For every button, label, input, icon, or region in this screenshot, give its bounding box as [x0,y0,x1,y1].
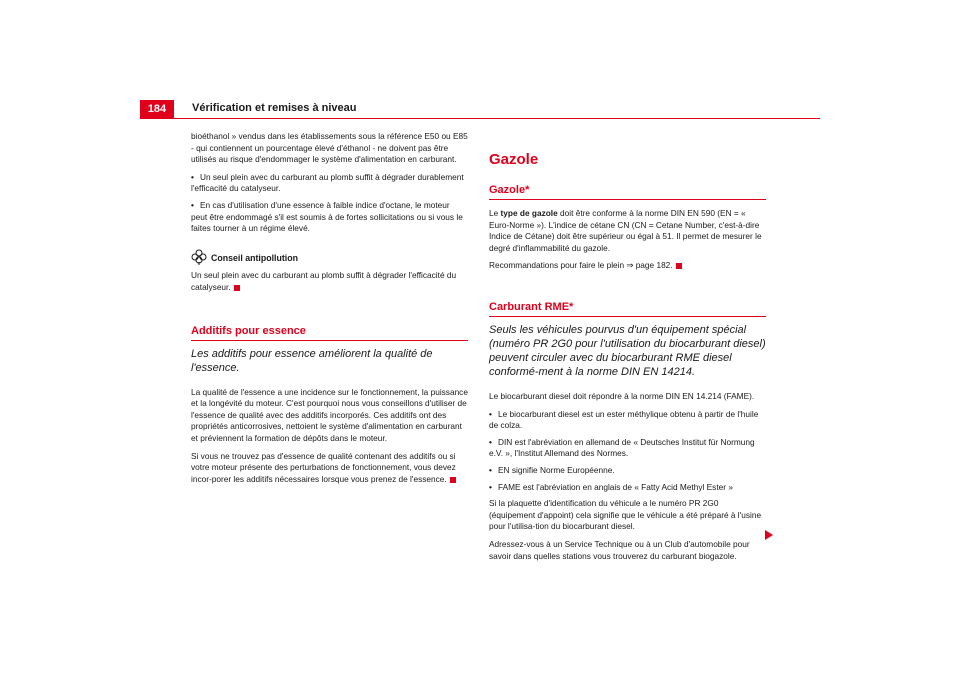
header-divider [140,118,820,119]
bullet-icon: • [191,199,194,210]
page-header [140,100,820,120]
list-item-text: DIN est l'abréviation en allemand de « Deutsches Institut für Normung e.V. », l'Institut Allemand des Normes. [489,436,755,459]
list-item-text: Un seul plein avec du carburant au plomb suffit à dégrader durablement l'efficacité du catalyseur. [191,171,464,194]
chapter-title-gazole: Gazole [489,151,539,168]
section-heading-rme: Carburant RME* [489,300,766,317]
list-item [489,482,766,494]
intro-paragraph: bioéthanol » vendus dans les établissements sous la référence E50 ou E85 - qui contiennent un pourcentage élevé d'éthanol - ne doivent pas être utilisés au risque d'endommager le système d'alimentation en carburant. [191,131,468,165]
environment-note-header [191,249,468,269]
section-lead-additifs: Les additifs pour essence améliorent la qualité de l'essence. [191,347,433,374]
environment-note-text: Un seul plein avec du carburant au plomb suffit à dégrader l'efficacité du catalyseur. [191,270,457,292]
arrow-right-icon[interactable] [765,530,773,540]
list-item [191,172,468,195]
list-item-text: FAME est l'abréviation en anglais de « Fatty Acid Methyl Ester » [498,481,733,492]
additifs-paragraph-2: Si vous ne trouvez pas d'essence de qualité contenant des additifs ou si votre moteur présente des perturbations de fonctionnement, vous devez incor-porer les additifs nécessaires lorsque vous prenez de l'essence. [191,450,456,484]
flower-icon [191,249,207,269]
rme-paragraph-1: Le biocarburant diesel doit répondre à la norme DIN EN 14.214 (FAME). [489,390,755,401]
bullet-icon: • [191,171,194,182]
list-item [191,200,468,235]
left-column [191,131,468,491]
square-icon [234,285,240,291]
rme-paragraph-3: Adressez-vous à un Service Technique ou à un Club d'automobile pour savoir dans quelles stations vous trouverez du carburant biogazole. [489,538,750,561]
bullet-icon: • [489,408,492,419]
page-title: Vérification et remises à niveau [192,102,357,114]
gazole-paragraph-1: Le type de gazole doit être conforme à la norme DIN EN 590 (EN = « Euro-Norme »). L'indice de cétane CN (CN = Cetane Number, c'est-à-dire Indice de Cétane) doit être supérieur ou égal à 51. Il permet de mesurer le degré d'inflammabilité du gazole. [489,208,762,253]
environment-note-title: Conseil antipollution [211,252,298,263]
list-item [489,465,766,477]
section-heading-gazole: Gazole* [489,183,766,200]
additifs-paragraph-1: La qualité de l'essence a une incidence sur le fonctionnement, la puissance et la longévité du moteur. C'est pourquoi nous vous conseillons d'utiliser de l'essence de qualité avec des additifs incorporés. Ces additifs ont des propriétés anticorrosives, nettoient le système d'alimentation en carburant et préviennent la formation de dépôts dans le moteur. [191,386,468,443]
gazole-paragraph-2: Recommandations pour faire le plein ⇒ page 182. [489,260,766,272]
list-item [489,409,766,432]
section-heading-additifs: Additifs pour essence [191,324,468,341]
square-icon [450,477,456,483]
page-number: 184 [140,100,174,118]
rme-paragraph-2: Si la plaquette d'identification du véhicule a le numéro PR 2G0 (équipement d'appoint) cela signifie que le véhicule a été préparé à l'usine pour l'utilisa-tion du biocarburant diesel. [489,498,762,532]
section-lead-rme: Seuls les véhicules pourvus d'un équipement spécial (numéro PR 2G0 pour l'utilisation du biocarburant diesel) peuvent circuler avec du biocarburant RME diesel conformé-ment à la norme DIN EN 14214. [489,323,766,378]
right-column [489,131,766,568]
list-item-text: En cas d'utilisation d'une essence à faible indice d'octane, le moteur peut être endommagé s'il est soumis à de fortes sollicitations ou si vous le faites tourner à un régime élevé. [191,199,463,234]
bullet-icon: • [489,464,492,475]
list-item-text: EN signifie Norme Européenne. [498,464,615,475]
bullet-icon: • [489,436,492,447]
list-item-text: Le biocarburant diesel est un ester méthylique obtenu à partir de l'huile de colza. [489,408,759,431]
list-item [489,437,766,460]
square-icon [676,263,682,269]
bullet-icon: • [489,481,492,492]
